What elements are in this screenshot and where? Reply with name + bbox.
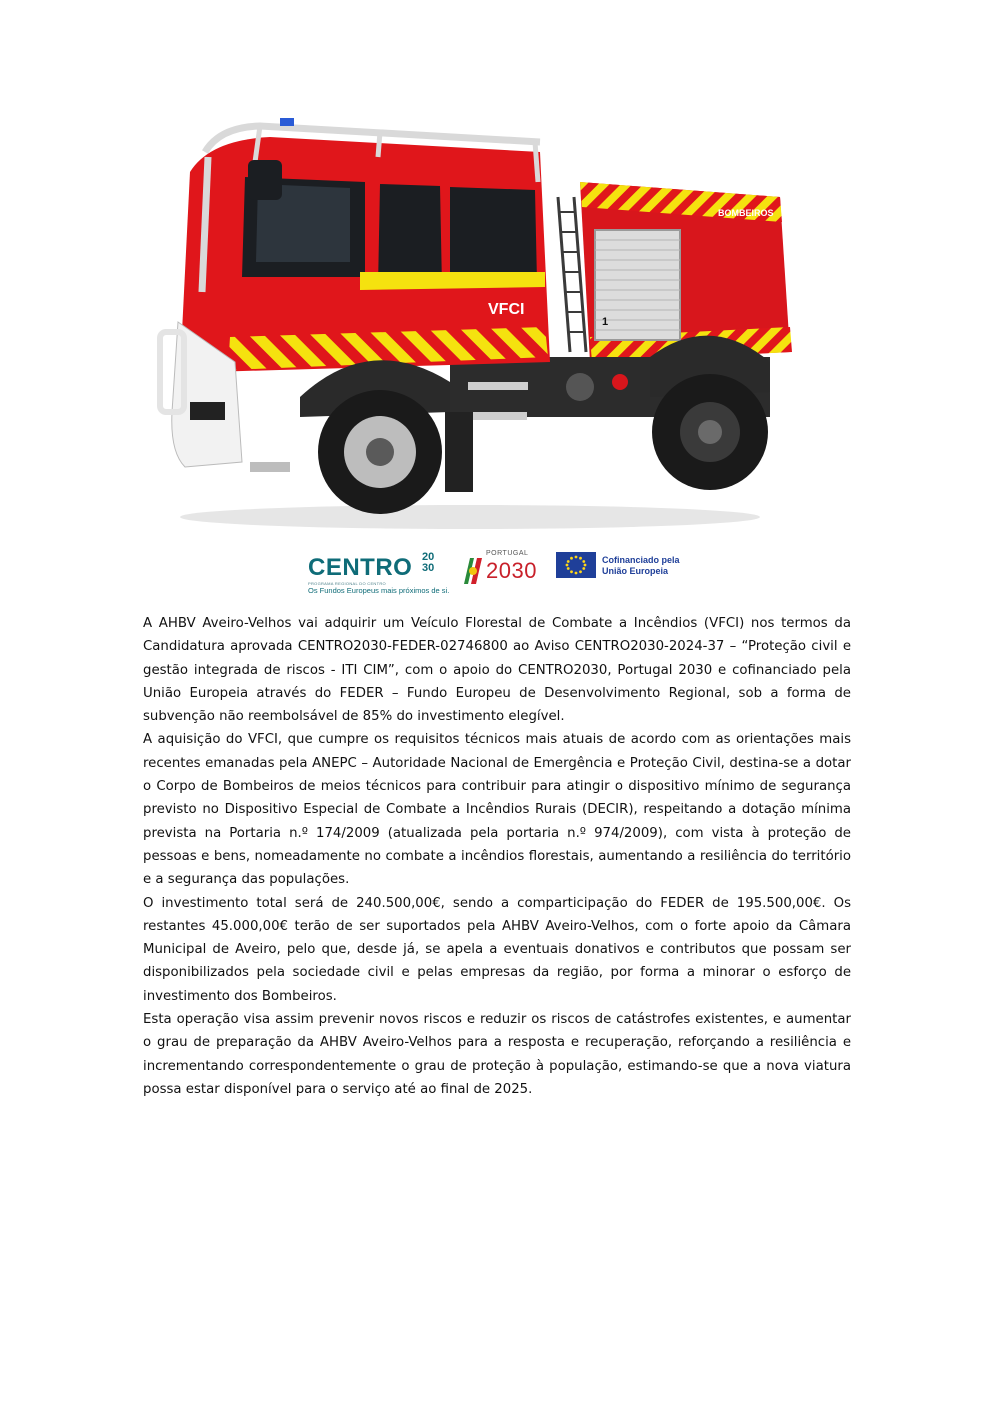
announcement-text	[143, 612, 851, 1101]
portugal2030-logo	[462, 550, 544, 590]
fire-truck-image	[150, 112, 810, 542]
paragraph-1: A AHBV Aveiro-Velhos vai adquirir um Veículo Florestal de Combate a Incêndios (VFCI) nos termos da Candidatura aprovada CENTRO2030-FEDER-02746800 ao Aviso CENTRO2030-2024-37 – “Proteção civil e gestão integrada de riscos - ITI CIM”, com o apoio do CENTRO2030, Portugal 2030 e cofinanciado pela União Europeia através do FEDER – Fundo Europeu de Desenvolvimento Regional, sob a forma de subvenção não reembolsável de 85% do investimento elegível.	[143, 616, 851, 725]
centro-year-bottom: 30	[422, 562, 435, 574]
portugal-word: PORTUGAL	[486, 550, 529, 557]
paragraph-2: A aquisição do VFCI, que cumpre os requisitos técnicos mais atuais de acordo com as orientações mais recentes emanadas pela ANEPC – Autoridade Nacional de Emergência e Proteção Civil, destina-se a dotar o Corpo de Bombeiros de meios técnicos para contribuir para atingir o dispositivo mínimo de segurança previsto no Dispositivo Especial de Combate a Incêndios Rurais (DECIR), respeitando a dotação mínima prevista na Portaria n.º 174/2009 (atualizada pela portaria n.º 974/2009), com vista à proteção de pessoas e bens, nomeadamente no combate a incêndios florestais, aumentando a resiliência do território e a segurança das populações.	[143, 732, 851, 888]
cab-label: VFCI	[488, 301, 525, 318]
paragraph-4: Esta operação visa assim prevenir novos riscos e reduzir os riscos de catástrofes existentes, e aumentar o grau de preparação da AHBV Aveiro-Velhos para a resposta e recuperação, reforçando a resiliência e incrementando correspondentemente o grau de proteção à população, estimando-se que a nova viatura possa estar disponível para o serviço até ao final de 2025.	[143, 1012, 851, 1097]
body-label: BOMBEIROS	[718, 208, 774, 218]
centro2030-logo	[304, 548, 454, 596]
fire-truck-illustration	[150, 112, 810, 542]
eu-text-line2: União Europeia	[602, 566, 669, 576]
eu-flag-icon	[556, 552, 596, 578]
portugal-flag-mark-icon	[462, 554, 484, 586]
centro-wordmark: CENTRO	[308, 554, 413, 581]
compartment-number: 1	[602, 316, 609, 328]
eu-text	[602, 555, 692, 577]
portugal-year: 2030	[486, 558, 537, 583]
centro-subtitle: PROGRAMA REGIONAL DO CENTRO	[308, 581, 386, 586]
centro-tagline: Os Fundos Europeus mais próximos de si.	[308, 586, 450, 595]
centro-year	[422, 552, 450, 574]
centro-year-top: 20	[422, 551, 435, 563]
eu-text-line1: Cofinanciado pela	[602, 555, 680, 565]
funding-logos	[304, 548, 684, 598]
eu-cofinanced-logo	[556, 552, 686, 584]
paragraph-3: O investimento total será de 240.500,00€, sendo a comparticipação do FEDER de 195.500,00€. Os restantes 45.000,00€ terão de ser suportados pela AHBV Aveiro-Velhos, com o forte apoio da Câmara Municipal de Aveiro, pelo que, desde já, se apela a eventuais donativos e contributos que possam ser disponibilizados pela sociedade civil e pelas empresas da região, por forma a minorar o esforço de investimento dos Bombeiros.	[143, 895, 851, 1004]
